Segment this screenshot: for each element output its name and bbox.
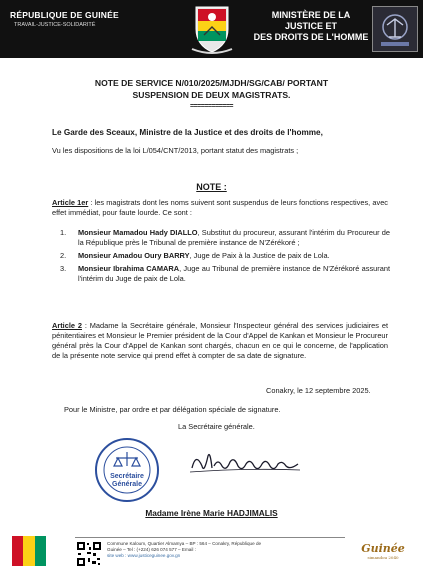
magistrates-list <box>60 228 390 287</box>
signatory-title: La Secrétaire générale. <box>178 422 255 431</box>
flag-red-band <box>12 536 23 566</box>
campaign-logo-subtitle: simandou 2040 <box>367 555 399 560</box>
magistrate-role: , Juge de Paix à la Justice de paix de Lola. <box>189 251 330 260</box>
note-heading: NOTE : <box>196 182 227 192</box>
stamp-label-word2: Générale <box>112 481 142 488</box>
footer-address: Commune Kaloum, Quartier Almamya – BP : 564 – Conakry, République de <box>107 541 262 546</box>
list-item <box>60 264 390 284</box>
handwritten-signature-icon <box>186 448 306 478</box>
ministry-name <box>252 10 370 43</box>
document-title <box>30 77 393 101</box>
footer-divider <box>75 537 345 538</box>
ministry-line-2: DES DROITS DE L'HOMME <box>253 32 369 42</box>
footer-website: site web : www.justiceguinee.gov.gn <box>107 553 181 558</box>
list-item-number: 2. <box>60 251 67 260</box>
country-name: RÉPUBLIQUE DE GUINÉE <box>10 10 119 20</box>
article-1 <box>52 198 388 218</box>
campaign-logo <box>355 542 411 564</box>
flag-green-band <box>35 536 46 566</box>
delegation-statement: Pour le Ministre, par ordre et par délégation spéciale de signature. <box>64 405 281 414</box>
campaign-logo-text: Guinée <box>361 542 405 555</box>
article-2 <box>52 321 388 361</box>
official-stamp-icon <box>92 436 162 504</box>
ministry-line-1: MINISTÈRE DE LA JUSTICE ET <box>271 10 351 31</box>
article-2-label: Article 2 <box>52 321 82 330</box>
magistrate-role: , Substitut du procureur, assurant l'intérim du Procureur de la République près le Tribunal de première instance de N'Zérékoré ; <box>78 228 390 247</box>
title-separator: ============ <box>189 103 234 110</box>
guinea-flag-icon <box>12 536 46 566</box>
article-1-text: : les magistrats dont les noms suivent sont suspendus de leurs fonctions respectives, avec effet immédiat, pour faute lourde. Ce sont : <box>52 198 389 217</box>
legal-basis: Vu les dispositions de la loi L/054/CNT/2013, portant statut des magistrats ; <box>52 146 299 155</box>
footer-phone: Guinée – Tel : (+224) 626 074 577 – Email : <box>107 547 196 552</box>
magistrate-role: , Juge au Tribunal de première instance de N'Zérékoré assurant l'intérim du Juge de paix de Lola. <box>78 264 390 283</box>
list-item <box>60 228 390 248</box>
coat-of-arms-icon <box>188 3 236 55</box>
list-item-number: 1. <box>60 228 67 237</box>
qr-code-icon <box>76 541 102 567</box>
stamp-label-word1: Secrétaire <box>110 473 144 480</box>
article-1-label: Article 1er <box>52 198 89 207</box>
issuing-authority: Le Garde des Sceaux, Ministre de la Justice et des droits de l'homme, <box>52 128 323 137</box>
flag-yellow-band <box>23 536 34 566</box>
magistrate-name: Monsieur Mamadou Hady DIALLO <box>78 228 198 237</box>
letterhead-banner <box>0 0 423 58</box>
title-line-1: NOTE DE SERVICE N/010/2025/MJDH/SG/CAB/ PORTANT <box>94 78 329 88</box>
ministry-logo-icon <box>372 6 418 52</box>
article-2-text: : Madame la Secrétaire générale, Monsieur l'Inspecteur général des services judiciaires et pénitentiaires et Monsieur le Premier président de la Cour d'Appel de Kankan et Monsieur le Procureur général près la Cour d'Appel de Kankan sont chargés, chacun en ce qui le concerne, de l'application de la présente note service qui prend effet à compter de sa date de signature. <box>52 321 388 360</box>
place-and-date: Conakry, le 12 septembre 2025. <box>266 386 371 395</box>
magistrate-name: Monsieur Ibrahima CAMARA <box>78 264 180 273</box>
footer-contact <box>107 541 317 559</box>
magistrate-name: Monsieur Amadou Oury BARRY <box>78 251 190 260</box>
list-item <box>60 251 390 261</box>
republic-block <box>10 10 170 28</box>
list-item-number: 3. <box>60 264 67 273</box>
signatory-name: Madame Irène Marie HADJIMALIS <box>145 508 278 518</box>
title-line-2: SUSPENSION DE DEUX MAGISTRATS. <box>132 90 291 100</box>
national-motto: TRAVAIL-JUSTICE-SOLIDARITÉ <box>14 22 96 28</box>
